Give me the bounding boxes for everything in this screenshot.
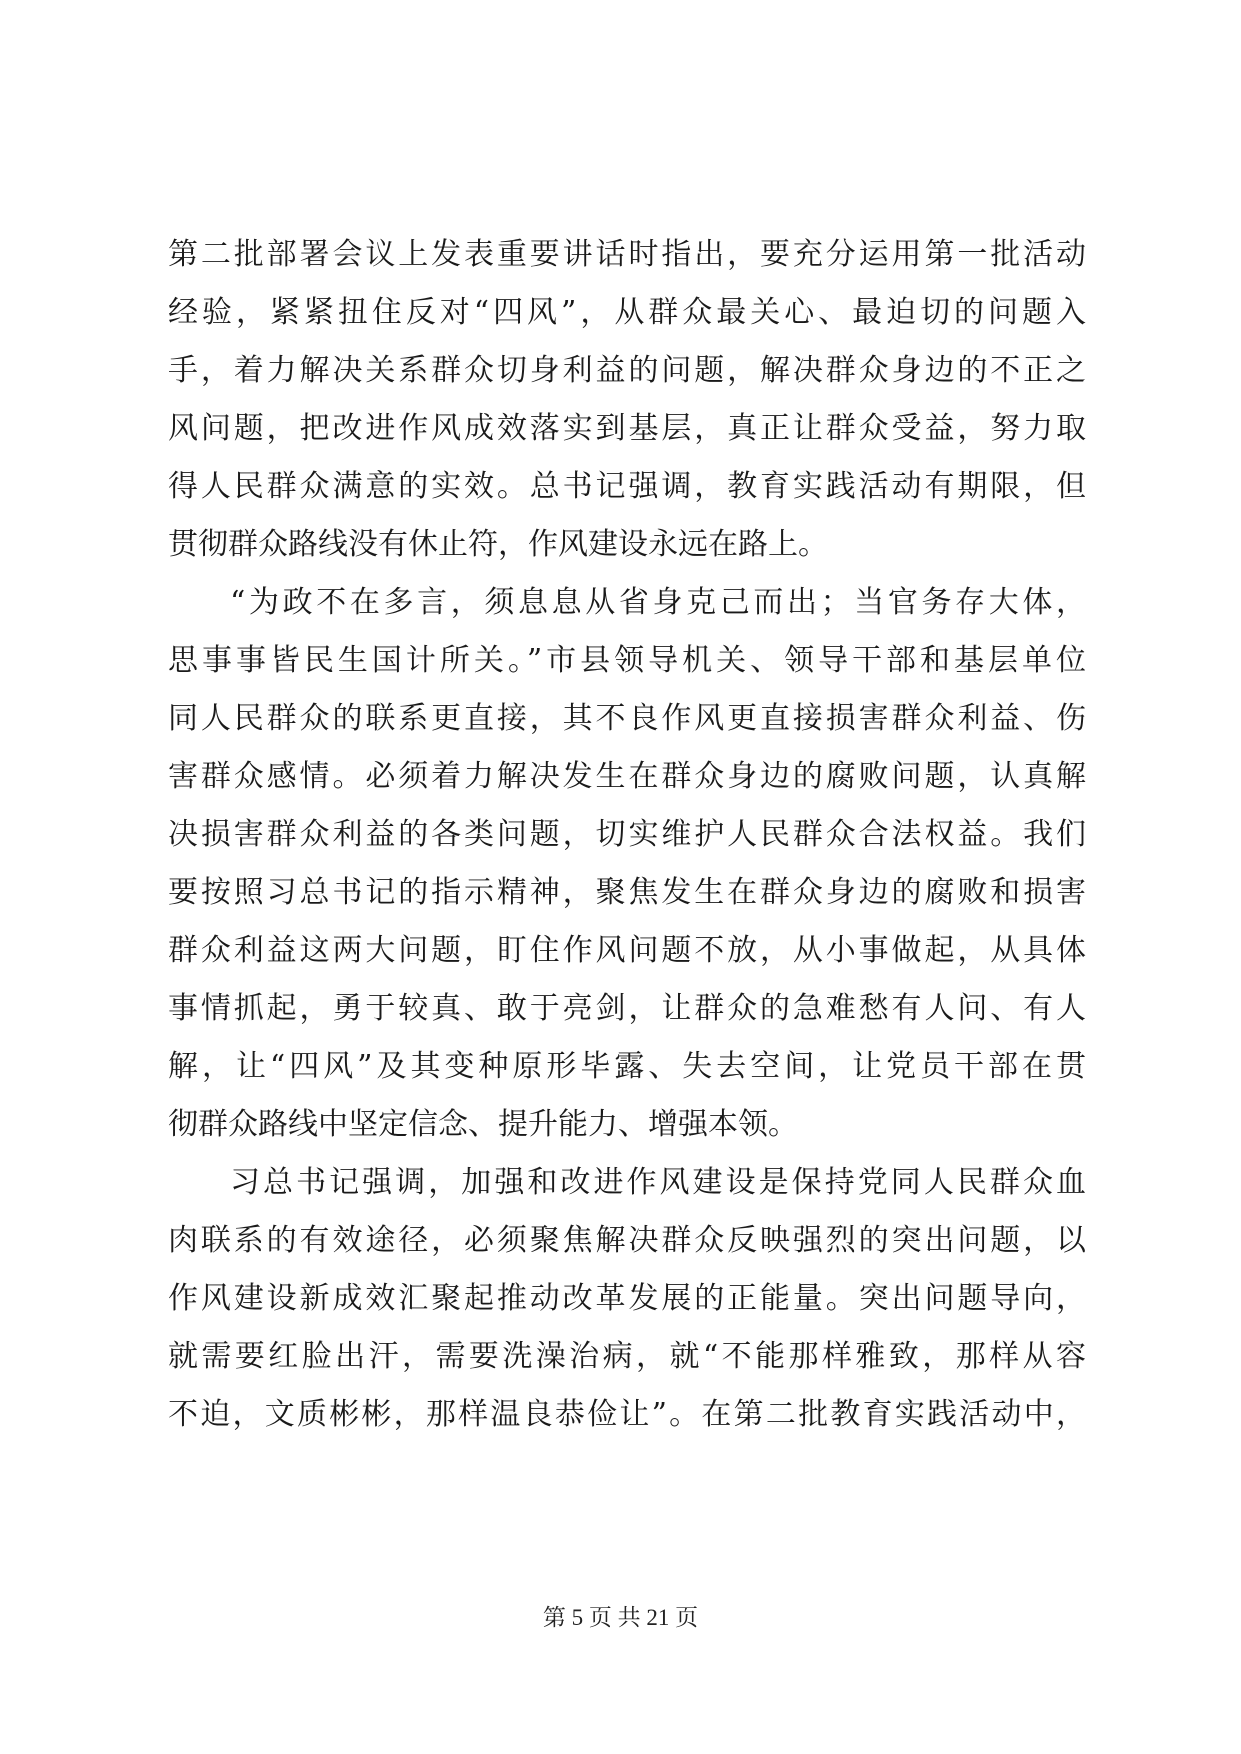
paragraph-line: “为政不在多言，须息息从省身克己而出；当官务存大体， bbox=[230, 585, 1086, 620]
paragraph-line: 习总书记强调，加强和改进作风建设是保持党同人民群众血 bbox=[230, 1165, 1086, 1200]
paragraph-line: 第二批部署会议上发表重要讲话时指出，要充分运用第一批活动 bbox=[168, 237, 1086, 272]
paragraph-line: 得人民群众满意的实效。总书记强调，教育实践活动有期限，但 bbox=[168, 469, 1086, 504]
body-text bbox=[168, 226, 1086, 1444]
paragraph-line: 事情抓起，勇于较真、敢于亮剑，让群众的急难愁有人问、有人 bbox=[168, 991, 1086, 1026]
paragraph-line: 就需要红脸出汗，需要洗澡治病，就“不能那样雅致，那样从容 bbox=[168, 1339, 1086, 1374]
paragraph-line: 贯彻群众路线没有休止符，作风建设永远在路上。 bbox=[168, 527, 828, 562]
paragraph-line: 害群众感情。必须着力解决发生在群众身边的腐败问题，认真解 bbox=[168, 759, 1086, 794]
paragraph-line: 作风建设新成效汇聚起推动改革发展的正能量。突出问题导向， bbox=[168, 1281, 1086, 1316]
paragraph-line: 彻群众路线中坚定信念、提升能力、增强本领。 bbox=[168, 1107, 798, 1142]
paragraph-line: 不迫，文质彬彬，那样温良恭俭让”。在第二批教育实践活动中， bbox=[168, 1397, 1086, 1432]
paragraph bbox=[168, 574, 1086, 1154]
paragraph-line: 经验，紧紧扭住反对“四风”，从群众最关心、最迫切的问题入 bbox=[168, 295, 1086, 330]
paragraph-line: 风问题，把改进作风成效落实到基层，真正让群众受益，努力取 bbox=[168, 411, 1086, 446]
paragraph bbox=[168, 226, 1086, 574]
paragraph-line: 肉联系的有效途径，必须聚焦解决群众反映强烈的突出问题，以 bbox=[168, 1223, 1086, 1258]
paragraph-line: 思事事皆民生国计所关。”市县领导机关、领导干部和基层单位 bbox=[168, 643, 1086, 678]
paragraph-line: 决损害群众利益的各类问题，切实维护人民群众合法权益。我们 bbox=[168, 817, 1086, 852]
paragraph-line: 解，让“四风”及其变种原形毕露、失去空间，让党员干部在贯 bbox=[168, 1049, 1086, 1084]
page-footer: 第 5 页 共 21 页 bbox=[542, 1605, 699, 1630]
paragraph-line: 要按照习总书记的指示精神，聚焦发生在群众身边的腐败和损害 bbox=[168, 875, 1086, 910]
paragraph-line: 同人民群众的联系更直接，其不良作风更直接损害群众利益、伤 bbox=[168, 701, 1086, 736]
paragraph-line: 手，着力解决关系群众切身利益的问题，解决群众身边的不正之 bbox=[168, 353, 1086, 388]
paragraph bbox=[168, 1154, 1086, 1444]
paragraph-line: 群众利益这两大问题，盯住作风问题不放，从小事做起，从具体 bbox=[168, 933, 1086, 968]
